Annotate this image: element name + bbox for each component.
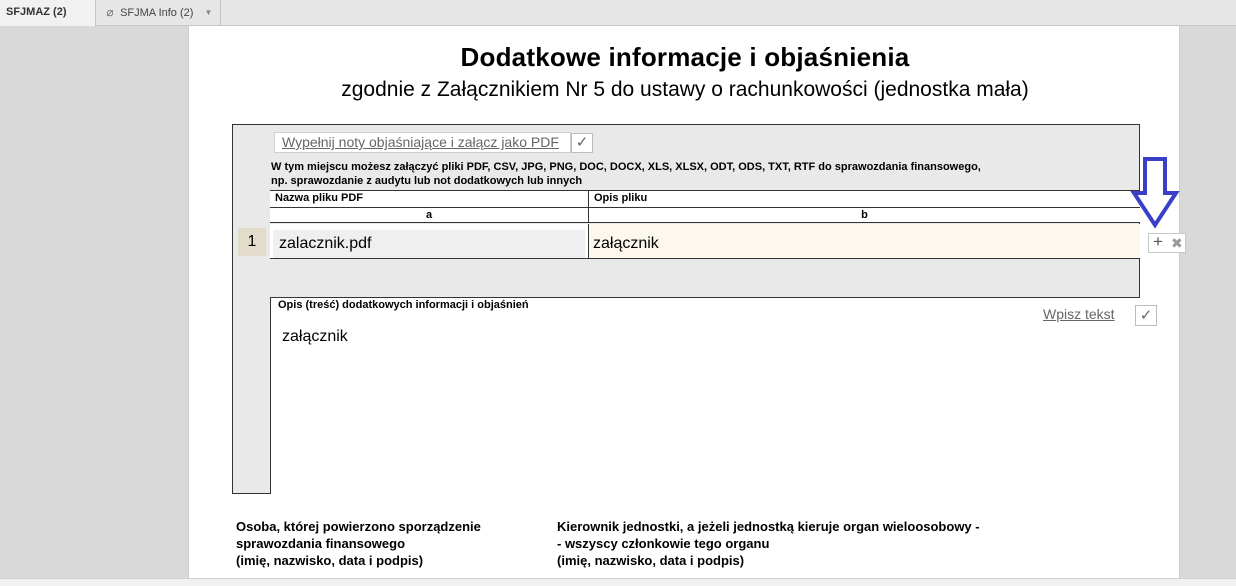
file-name-field[interactable]: zalacznik.pdf xyxy=(273,230,585,258)
attachments-info-text xyxy=(271,160,1111,188)
column-header-file-name: Nazwa pliku PDF xyxy=(270,191,589,207)
manager-line-1: Kierownik jednostki, a jeżeli jednostką kieruje organ wieloosobowy - xyxy=(557,519,980,534)
info-line-2: np. sprawozdanie z audytu lub not dodatkowych lub innych xyxy=(271,175,583,187)
row-number: 1 xyxy=(238,228,266,256)
info-line-1: W tym miejscu możesz załączyć pliki PDF, CSV, JPG, PNG, DOC, DOCX, XLS, XLSX, ODT, ODS, TXT, RTF do sprawozdania finansowego, xyxy=(271,161,981,173)
paperclip-icon: ⌀ xyxy=(106,5,114,19)
document-page xyxy=(188,26,1180,578)
arrow-down-icon xyxy=(1130,157,1180,229)
page-title: Dodatkowe informacje i objaśnienia xyxy=(460,42,910,72)
tab-sfjmaz-label: SFJMAZ (2) xyxy=(6,6,67,18)
additional-info-label: Opis (treść) dodatkowych informacji i objaśnień xyxy=(278,299,529,311)
tab-sfjmaz[interactable] xyxy=(0,0,96,26)
manager-line-3: (imię, nazwisko, data i podpis) xyxy=(557,553,745,568)
preparer-line-1: Osoba, której powierzono sporządzenie xyxy=(236,519,481,534)
additional-info-box xyxy=(270,297,1153,494)
write-text-link[interactable]: Wpisz tekst xyxy=(1043,306,1115,322)
column-letters xyxy=(270,207,1140,223)
checkmark-icon[interactable]: ✓ xyxy=(1135,305,1157,326)
preparer-line-2: sprawozdania finansowego xyxy=(236,536,406,551)
remove-icon[interactable]: ✖ xyxy=(1171,235,1183,251)
attachments-table-header xyxy=(270,190,1140,223)
file-name-cell xyxy=(270,224,589,258)
manager-signature-label xyxy=(557,518,1057,569)
fill-notes-link[interactable]: Wypełnij noty objaśniające i załącz jako PDF xyxy=(274,132,571,153)
tab-sfjma-info-label: SFJMA Info (2) xyxy=(120,7,194,19)
attachments-panel xyxy=(232,124,1153,494)
plus-icon[interactable]: + xyxy=(1153,232,1163,251)
additional-info-textarea[interactable]: załącznik xyxy=(282,328,348,345)
file-description-field[interactable]: załącznik xyxy=(589,224,1140,258)
column-letter-a: a xyxy=(270,208,589,223)
column-header-file-description: Opis pliku xyxy=(594,192,648,204)
row-controls xyxy=(1148,233,1186,253)
page-subtitle: zgodnie z Załącznikiem Nr 5 do ustawy o rachunkowości (jednostka mała) xyxy=(341,78,1029,101)
table-row xyxy=(270,224,1140,259)
chevron-down-icon[interactable]: ▼ xyxy=(204,8,213,18)
manager-line-2: - wszyscy członkowie tego organu xyxy=(557,536,770,551)
preparer-signature-label xyxy=(236,518,536,569)
column-letter-b: b xyxy=(861,209,868,221)
checkmark-icon[interactable]: ✓ xyxy=(571,133,593,153)
status-bar xyxy=(0,578,1236,586)
tab-sfjma-info[interactable] xyxy=(97,0,221,26)
tab-bar xyxy=(0,0,1236,26)
preparer-line-3: (imię, nazwisko, data i podpis) xyxy=(236,553,424,568)
